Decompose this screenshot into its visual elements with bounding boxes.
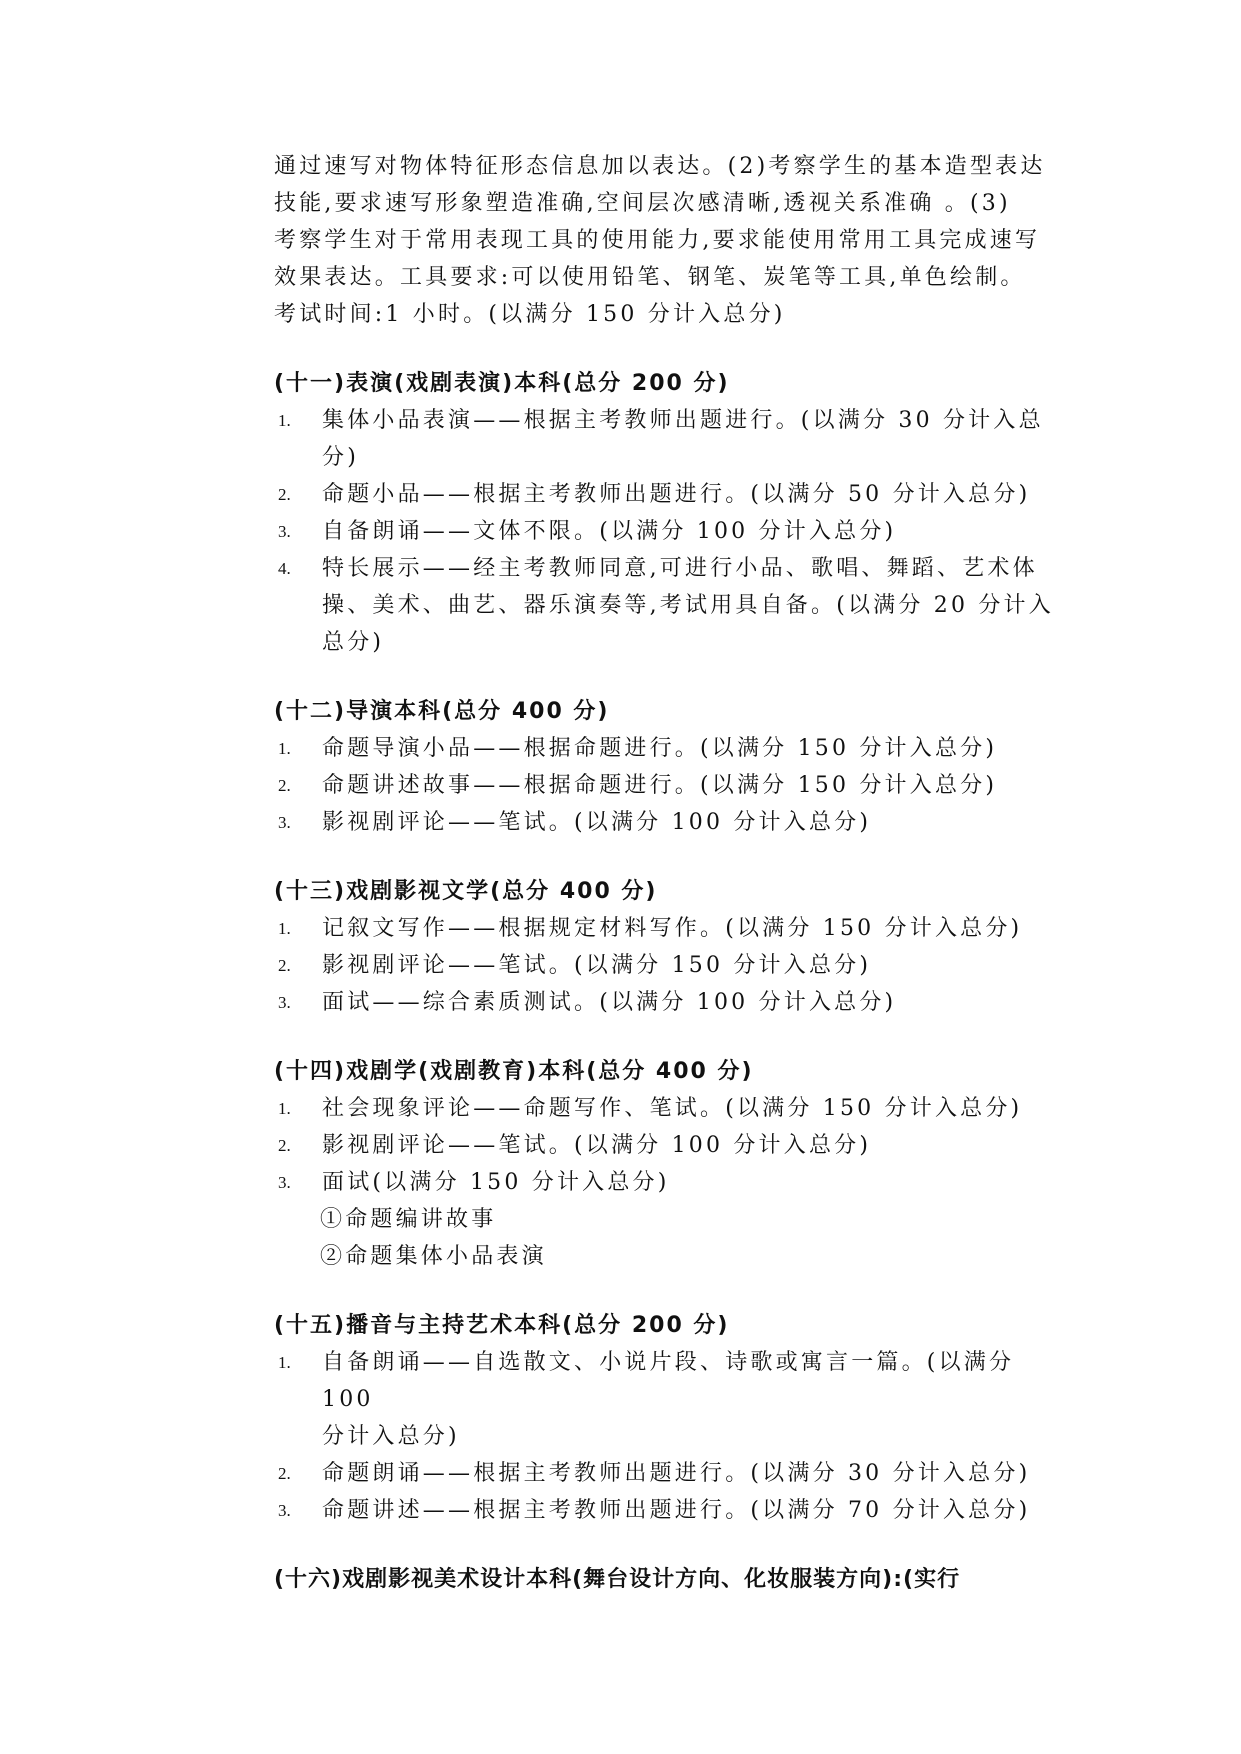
item-text bbox=[322, 730, 1054, 767]
item-number: 2. bbox=[278, 956, 291, 975]
sub-item: ①命题编讲故事 bbox=[320, 1207, 497, 1232]
item-number: 2. bbox=[278, 1464, 291, 1483]
list-item bbox=[274, 947, 1054, 984]
item-number: 2. bbox=[278, 485, 291, 504]
text-line: 分计入总分) bbox=[322, 1424, 460, 1449]
item-text bbox=[322, 1492, 1054, 1529]
list-item bbox=[274, 1164, 1054, 1201]
text-line: 面试(以满分 150 分计入总分) bbox=[322, 1170, 670, 1195]
item-number: 2. bbox=[278, 776, 291, 795]
item-text bbox=[322, 984, 1054, 1021]
section-13 bbox=[274, 873, 1054, 1021]
item-number: 1. bbox=[278, 919, 291, 938]
text-line: 社会现象评论——命题写作、笔试。(以满分 150 分计入总分) bbox=[322, 1096, 1023, 1121]
text-line: 记叙文写作——根据规定材料写作。(以满分 150 分计入总分) bbox=[322, 916, 1023, 941]
item-text bbox=[322, 550, 1054, 661]
item-text bbox=[322, 1090, 1054, 1127]
text-line: 特长展示——经主考教师同意,可进行小品、歌唱、舞蹈、艺术体 bbox=[322, 556, 1038, 581]
list-item bbox=[274, 1492, 1054, 1529]
list-item bbox=[274, 984, 1054, 1021]
sub-item: ②命题集体小品表演 bbox=[320, 1244, 547, 1269]
item-text bbox=[322, 1344, 1054, 1455]
item-number: 1. bbox=[278, 1353, 291, 1372]
document-page bbox=[274, 148, 1054, 1598]
section-16 bbox=[274, 1561, 1054, 1598]
text-line: 自备朗诵——自选散文、小说片段、诗歌或寓言一篇。(以满分 100 bbox=[322, 1350, 1015, 1412]
text-line: 命题讲述——根据主考教师出题进行。(以满分 70 分计入总分) bbox=[322, 1498, 1031, 1523]
text-line: 考试时间:1 小时。(以满分 150 分计入总分) bbox=[274, 302, 786, 327]
list-item bbox=[274, 1344, 1054, 1455]
section-14 bbox=[274, 1053, 1054, 1275]
text-line: 效果表达。工具要求:可以使用铅笔、钢笔、炭笔等工具,单色绘制。 bbox=[274, 265, 1026, 290]
list-item bbox=[274, 1127, 1054, 1164]
list-item bbox=[274, 730, 1054, 767]
list-item bbox=[274, 476, 1054, 513]
text-line: 总分) bbox=[322, 630, 385, 655]
intro-paragraph bbox=[274, 148, 1054, 333]
item-text bbox=[322, 1127, 1054, 1164]
text-line: 考察学生对于常用表现工具的使用能力,要求能使用常用工具完成速写 bbox=[274, 228, 1041, 253]
list-item bbox=[274, 804, 1054, 841]
list-item bbox=[274, 402, 1054, 476]
list-item bbox=[274, 910, 1054, 947]
list-item bbox=[274, 1090, 1054, 1127]
item-number: 3. bbox=[278, 993, 291, 1012]
item-text bbox=[322, 767, 1054, 804]
item-number: 2. bbox=[278, 1136, 291, 1155]
item-number: 1. bbox=[278, 411, 291, 430]
text-line: 面试——综合素质测试。(以满分 100 分计入总分) bbox=[322, 990, 897, 1015]
text-line: 通过速写对物体特征形态信息加以表达。(2)考察学生的基本造型表达 bbox=[274, 154, 1046, 179]
section-15 bbox=[274, 1307, 1054, 1529]
item-text bbox=[322, 804, 1054, 841]
item-text bbox=[322, 402, 1054, 476]
section-11 bbox=[274, 365, 1054, 661]
item-number: 3. bbox=[278, 1501, 291, 1520]
section-heading: (十六)戏剧影视美术设计本科(舞台设计方向、化妆服装方向):(实行 bbox=[274, 1567, 961, 1592]
text-line: 命题朗诵——根据主考教师出题进行。(以满分 30 分计入总分) bbox=[322, 1461, 1031, 1486]
section-heading: (十二)导演本科(总分 400 分) bbox=[274, 699, 610, 724]
text-line: 集体小品表演——根据主考教师出题进行。(以满分 30 分计入总分) bbox=[322, 408, 1044, 470]
text-line: 影视剧评论——笔试。(以满分 150 分计入总分) bbox=[322, 953, 872, 978]
item-text bbox=[322, 513, 1054, 550]
section-heading: (十一)表演(戏剧表演)本科(总分 200 分) bbox=[274, 371, 730, 396]
item-number: 1. bbox=[278, 739, 291, 758]
text-line: 命题讲述故事——根据命题进行。(以满分 150 分计入总分) bbox=[322, 773, 998, 798]
item-text bbox=[322, 476, 1054, 513]
item-number: 3. bbox=[278, 522, 291, 541]
list-item bbox=[274, 1455, 1054, 1492]
item-text bbox=[322, 947, 1054, 984]
text-line: 命题小品——根据主考教师出题进行。(以满分 50 分计入总分) bbox=[322, 482, 1031, 507]
item-number: 1. bbox=[278, 1099, 291, 1118]
section-heading: (十五)播音与主持艺术本科(总分 200 分) bbox=[274, 1313, 730, 1338]
section-heading: (十四)戏剧学(戏剧教育)本科(总分 400 分) bbox=[274, 1059, 754, 1084]
item-text bbox=[322, 1455, 1054, 1492]
item-number: 4. bbox=[278, 559, 291, 578]
item-number: 3. bbox=[278, 813, 291, 832]
text-line: 命题导演小品——根据命题进行。(以满分 150 分计入总分) bbox=[322, 736, 998, 761]
text-line: 自备朗诵——文体不限。(以满分 100 分计入总分) bbox=[322, 519, 897, 544]
text-line: 技能,要求速写形象塑造准确,空间层次感清晰,透视关系准确 。(3) bbox=[274, 191, 1011, 216]
text-line: 影视剧评论——笔试。(以满分 100 分计入总分) bbox=[322, 810, 872, 835]
text-line: 操、美术、曲艺、器乐演奏等,考试用具自备。(以满分 20 分计入 bbox=[322, 593, 1054, 618]
item-text bbox=[322, 1164, 1054, 1201]
item-text bbox=[322, 910, 1054, 947]
list-item bbox=[274, 550, 1054, 661]
section-heading: (十三)戏剧影视文学(总分 400 分) bbox=[274, 879, 658, 904]
list-item bbox=[274, 767, 1054, 804]
section-12 bbox=[274, 693, 1054, 841]
text-line: 影视剧评论——笔试。(以满分 100 分计入总分) bbox=[322, 1133, 872, 1158]
list-item bbox=[274, 513, 1054, 550]
item-number: 3. bbox=[278, 1173, 291, 1192]
